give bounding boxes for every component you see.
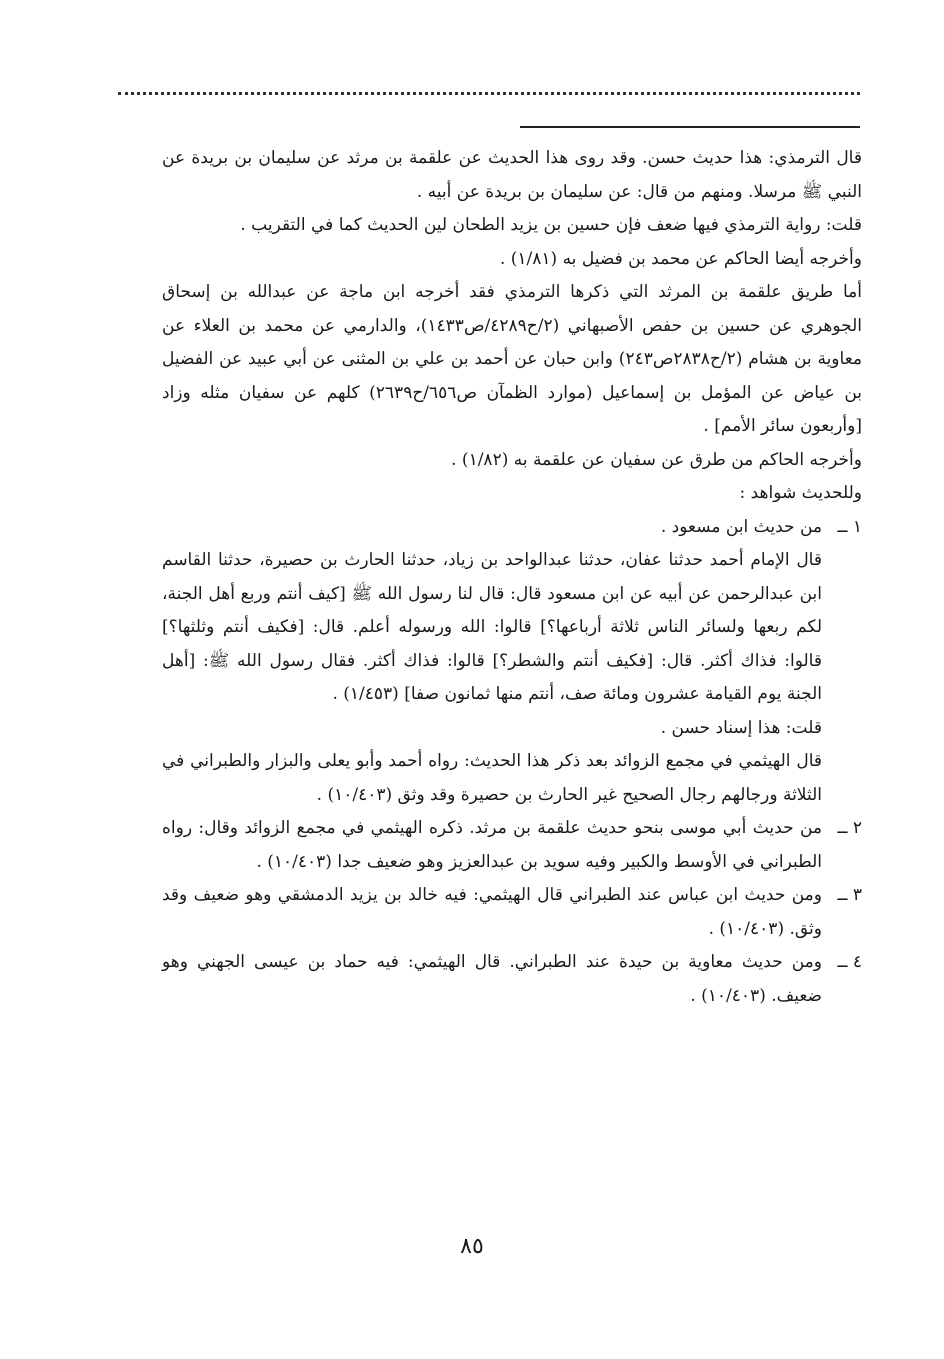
witnesses-list — [162, 511, 862, 1014]
witness-line: من حديث ابن مسعود . — [660, 516, 822, 537]
witness-body — [162, 511, 822, 813]
paragraph-hakim-report: وأخرجه أيضا الحاكم عن محمد بن فضيل به (١/٨١) . — [499, 248, 862, 269]
witness-line: ومن حديث ابن عباس عند الطبراني قال الهيثمي: فيه خالد بن يزيد الدمشقي وهو ضعيف وقد وثق. (١٠/٤٠٣) . — [162, 885, 822, 939]
paragraph-author-comment: قلت: رواية الترمذي فيها ضعف فإن حسين بن يزيد الطحان لين الحديث كما في التقريب . — [240, 215, 862, 235]
header-dotted-rule — [118, 92, 860, 95]
witness-body — [162, 812, 822, 879]
paragraph-alqama-chains: أما طريق علقمة بن المرثد التي ذكرها الترمذي فقد أخرجه ابن ماجة عن عبدالله بن إسحاق الجوهري عن حسين بن حفص الأصبهاني (٢/ح٤٢٨٩/ص١٤٣٣)، والدارمي عن محمد بن العلاء عن معاوية بن هشام (٢/ح٢٨٣٨ص٢٤٣) وابن حبان عن أحمد بن علي بن المثنى عن أبي عبيد عن الفضيل بن عياض عن المؤمل بن إسماعيل (موارد الظمآن ص٦٥٦/ح٢٦٣٩) كلهم عن سفيان مثله وزاد [وأربعون سائر الأمم] . — [162, 282, 863, 436]
list-marker: ١ ــ — [837, 516, 862, 537]
witness-line: قلت: هذا إسناد حسن . — [660, 717, 822, 738]
witness-line: ومن حديث معاوية بن حيدة عند الطبراني. قال الهيثمي: فيه حماد بن عيسى الجهني وهو ضعيف. (١٠/٤٠٣) . — [162, 952, 822, 1006]
footnote-separator-rule — [520, 126, 860, 128]
paragraph-tirmidhi-ruling: قال الترمذي: هذا حديث حسن. وقد روى هذا الحديث عن علقمة بن مرثد عن سليمان بن بريدة عن النبي ﷺ مرسلا. ومنهم من قال: عن سليمان بن بريدة عن أبيه . — [162, 148, 862, 202]
paragraph-hakim-sufyan: وأخرجه الحاكم من طرق عن سفيان عن علقمة به (١/٨٢) . — [451, 449, 862, 470]
witness-line: من حديث أبي موسى بنحو حديث علقمة بن مرثد. ذكره الهيثمي في مجمع الزوائد وقال: رواه الطبراني في الأوسط والكبير وفيه سويد بن عبدالعزيز وهو ضعيف جدا (١٠/٤٠٣) . — [162, 818, 822, 872]
list-marker: ٢ ــ — [837, 818, 862, 838]
footnote-text — [162, 142, 862, 1013]
witness-line: قال الإمام أحمد حدثنا عفان، حدثنا عبدالواحد بن زياد، حدثنا الحارث بن حصيرة، حدثنا القاسم ابن عبدالرحمن عن أبيه عن ابن مسعود قال: قال لنا رسول الله ﷺ [كيف أنتم وربع أهل الجنة، لكم ربعها ولسائر الناس ثلاثة أرباعها؟] قالوا: الله ورسوله أعلم. قال: [فكيف أنتم وثلثها؟] قالوا: فذاك أكثر. قال: [فكيف أنتم والشطر؟] قالوا: فذاك أكثر. فقال رسول الله ﷺ: [أهل الجنة يوم القيامة عشرون ومائة صف، أنتم منها ثمانون صفا] (١/٤٥٣) . — [162, 550, 822, 704]
witness-line: قال الهيثمي في مجمع الزوائد بعد ذكر هذا الحديث: رواه أحمد وأبو يعلى والبزار والطبراني في الثلاثة ورجالهم رجال الصحيح غير الحارث بن حصيرة وقد وثق (١٠/٤٠٣) . — [162, 751, 822, 805]
list-marker: ٣ ــ — [837, 885, 862, 905]
witness-item-1 — [162, 511, 862, 813]
list-marker: ٤ ــ — [837, 952, 862, 972]
witness-body — [162, 879, 822, 946]
witness-item-2 — [162, 812, 862, 879]
paragraph-witnesses-intro: وللحديث شواهد : — [739, 483, 862, 503]
witness-item-4 — [162, 946, 862, 1013]
witness-item-3 — [162, 879, 862, 946]
page-number: ٨٥ — [460, 1234, 484, 1259]
witness-body — [162, 946, 822, 1013]
